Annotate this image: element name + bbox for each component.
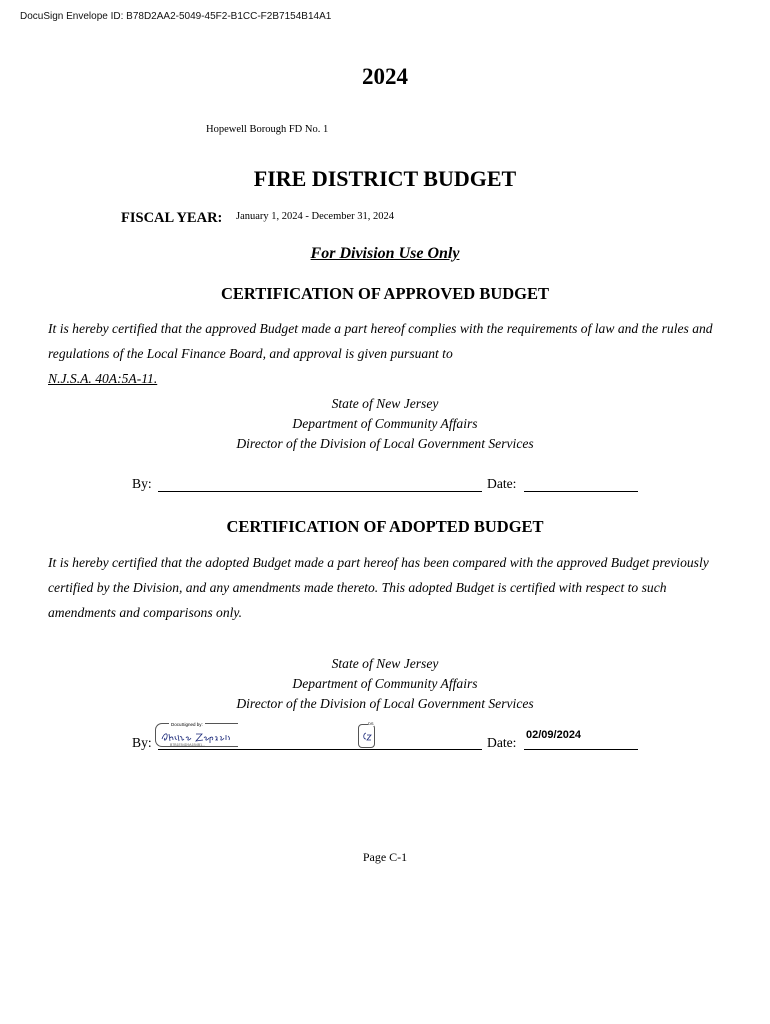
entity-name: Hopewell Borough FD No. 1 <box>206 124 329 135</box>
approved-budget-text <box>48 316 718 391</box>
approved-certification-text: It is hereby certified that the approved Budget made a part hereof complies with the requirements of law and the rules and regulations of the Local Finance Board, and approval is given pursuant to <box>48 321 713 361</box>
docusign-envelope-id: DocuSign Envelope ID: B78D2AA2-5049-45F2-B1CC-F2B7154B14A1 <box>20 11 332 22</box>
adopted-budget-text: It is hereby certified that the adopted Budget made a part hereof has been compared with the approved Budget previously certified by the Division, and any amendments made thereto. This adopted Budget is certified with respect to such amendments and comparisons only. <box>48 555 709 620</box>
adopted-date-line[interactable] <box>524 749 638 750</box>
director-title: Director of the Division of Local Government Services <box>236 436 534 451</box>
initials-mark <box>362 732 372 741</box>
department-name: Department of Community Affairs <box>292 676 478 691</box>
adopted-by-label: By: <box>132 735 152 750</box>
adopted-authority-block <box>0 654 770 714</box>
initials-caption: DS <box>368 721 374 726</box>
adopted-date-label: Date: <box>487 735 517 750</box>
fiscal-year-label: FISCAL YEAR: <box>121 210 223 226</box>
state-name: State of New Jersey <box>331 656 439 671</box>
approved-budget-heading: CERTIFICATION OF APPROVED BUDGET <box>220 284 550 303</box>
signature-id: B7B1E54D9A1B4B1... <box>170 743 206 747</box>
fiscal-year-value: January 1, 2024 - December 31, 2024 <box>236 211 395 222</box>
department-name: Department of Community Affairs <box>292 416 478 431</box>
approved-authority-block <box>0 394 770 454</box>
page-title: FIRE DISTRICT BUDGET <box>253 166 517 191</box>
division-use-heading: For Division Use Only <box>310 245 460 262</box>
docusign-signature-block <box>155 723 238 747</box>
adopted-signature-line[interactable] <box>158 749 482 750</box>
approved-date-line[interactable] <box>524 491 638 492</box>
approved-date-label: Date: <box>487 476 517 491</box>
signed-by-caption: DocuSigned by: <box>171 722 203 727</box>
statute-reference: N.J.S.A. 40A:5A-11. <box>48 371 158 386</box>
approved-by-label: By: <box>132 476 152 491</box>
director-title: Director of the Division of Local Government Services <box>236 696 534 711</box>
state-name: State of New Jersey <box>331 396 439 411</box>
docusign-initials-block <box>358 721 375 748</box>
approved-signature-line[interactable] <box>158 491 482 492</box>
budget-year: 2024 <box>362 64 408 89</box>
adopted-signed-date: 02/09/2024 <box>526 729 582 741</box>
page-number: Page C-1 <box>362 850 408 864</box>
handwritten-signature <box>160 730 238 744</box>
adopted-budget-heading: CERTIFICATION OF ADOPTED BUDGET <box>226 517 544 536</box>
